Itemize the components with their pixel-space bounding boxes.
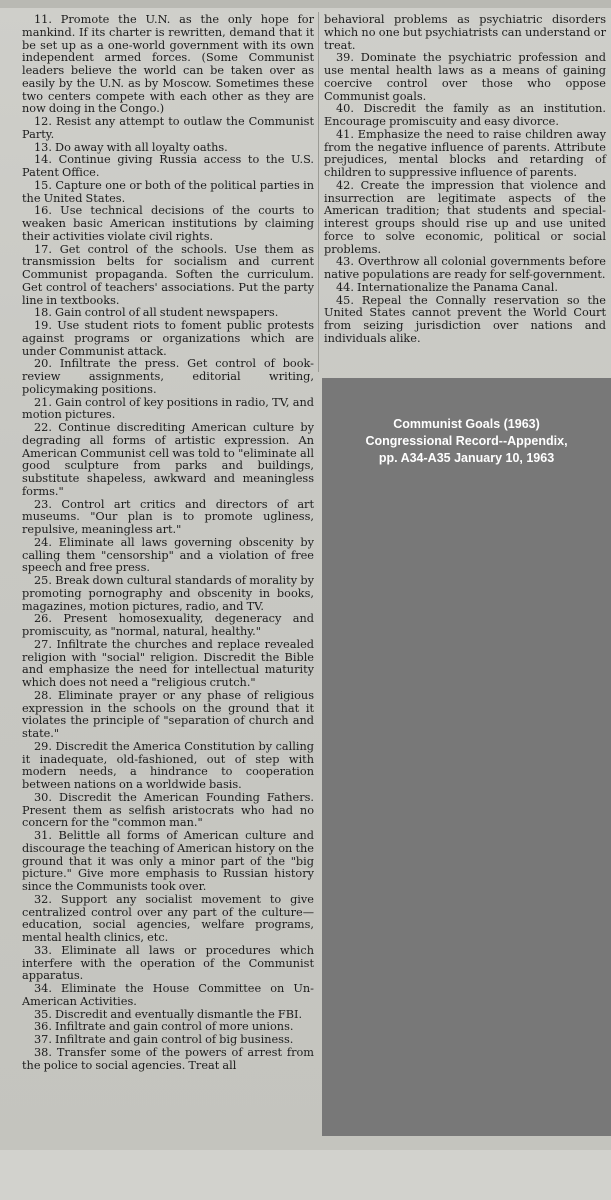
goal-paragraph: 11. Promote the U.N. as the only hope for mankind. If its charter is rewritten, demand that it be set up as a one-world government with its own independent armed forces. (Some Communist leaders believe the world can be taken over as easily by the U.N. as by Moscow. Sometimes these two centers compete with each other as they are now doing in the Congo.) — [22, 13, 314, 116]
goal-paragraph: 17. Get control of the schools. Use them as transmission belts for socialism and current Communist propaganda. Soften the curriculum. Get control of teachers' associations. Put the party line in textbooks. — [22, 242, 314, 307]
caption-text — [322, 416, 611, 467]
goal-paragraph: 39. Dominate the psychiatric profession and use mental health laws as a means of gaining coercive control over those who oppose Communist goals. — [324, 51, 606, 103]
cropped-header-strip — [0, 0, 611, 8]
goal-paragraph: 44. Internationalize the Panama Canal. — [336, 280, 558, 294]
goal-paragraph: 43. Overthrow all colonial governments before native populations are ready for self-government. — [324, 255, 606, 281]
goal-paragraph: 21. Gain control of key positions in radio, TV, and motion pictures. — [22, 395, 314, 422]
goal-paragraph: 18. Gain control of all student newspapers. — [34, 306, 279, 320]
goal-paragraph: 15. Capture one or both of the political parties in the United States. — [22, 178, 314, 205]
goal-paragraph: 22. Continue discrediting American culture by degrading all forms of artistic expression. An American Communist cell was told to "eliminate all good sculpture from parks and buildings, substitute shapeless, awkward and meaningless forms." — [22, 421, 314, 498]
left-text-column — [22, 14, 314, 1072]
goal-paragraph: 16. Use technical decisions of the courts to weaken basic American institutions by claiming their activities violate civil rights. — [22, 204, 314, 243]
goal-paragraph: 23. Control art critics and directors of art museums. "Our plan is to promote ugliness, repulsive, meaningless art." — [22, 497, 314, 536]
goal-paragraph: 26. Present homosexuality, degeneracy and promiscuity, as "normal, natural, healthy." — [22, 612, 314, 638]
goal-paragraph: 19. Use student riots to foment public protests against programs or organizations which are under Communist attack. — [22, 319, 314, 358]
goal-paragraph: 41. Emphasize the need to raise children away from the negative influence of parents. Attribute prejudices, mental blocks and retarding of children to suppressive influence of parents. — [324, 127, 606, 179]
goal-paragraph: 29. Discredit the America Constitution by calling it inadequate, old-fashioned, out of step with modern needs, a hindrance to cooperation between nations on a worldwide basis. — [22, 739, 314, 791]
bottom-margin — [0, 1150, 611, 1200]
goal-paragraph: 12. Resist any attempt to outlaw the Communist Party. — [22, 115, 314, 141]
goal-paragraph: 24. Eliminate all laws governing obscenity by calling them "censorship" and a violation of free speech and free press. — [22, 535, 314, 575]
goal-paragraph: 30. Discredit the American Founding Fathers. Present them as selfish aristocrats who had no concern for the "common man." — [22, 790, 314, 830]
goal-paragraph: 32. Support any socialist movement to give centralized control over any part of the culture—education, social agencies, welfare programs, mental health clinics, etc. — [22, 892, 314, 944]
goal-paragraph: 14. Continue giving Russia access to the U.S. Patent Office. — [22, 153, 314, 179]
goal-paragraph: 40. Discredit the family as an institution. Encourage promiscuity and easy divorce. — [324, 102, 606, 128]
goal-paragraph: 20. Infiltrate the press. Get control of book-review assignments, editorial writing, policymaking positions. — [22, 357, 314, 396]
goal-paragraph: 27. Infiltrate the churches and replace revealed religion with "social" religion. Discredit the Bible and emphasize the need for intellectual maturity which does not need a "religious crutch." — [22, 637, 314, 689]
goal-paragraph: 25. Break down cultural standards of morality by promoting pornography and obscenity in books, magazines, motion pictures, radio, and TV. — [22, 574, 314, 613]
caption-title: Communist Goals (1963) — [393, 417, 540, 431]
continued-paragraph: behavioral problems as psychiatric disorders which no one but psychiatrists can understand or treat. — [324, 13, 606, 52]
caption-source: Congressional Record--Appendix, — [365, 434, 568, 448]
goal-paragraph: 28. Eliminate prayer or any phase of religious expression in the schools on the ground that it violates the principle of "separation of church and state." — [22, 688, 314, 740]
goal-paragraph: 13. Do away with all loyalty oaths. — [34, 140, 228, 154]
goal-paragraph: 36. Infiltrate and gain control of more unions. — [34, 1020, 294, 1034]
column-divider — [318, 12, 319, 372]
goal-paragraph: 37. Infiltrate and gain control of big business. — [34, 1033, 294, 1046]
goal-paragraph: 42. Create the impression that violence and insurrection are legitimate aspects of the American tradition; that students and special-interest groups should rise up and use united force to solve economic, political or social problems. — [324, 178, 606, 256]
right-text-column — [324, 14, 606, 346]
goal-paragraph: 33. Eliminate all laws or procedures which interfere with the operation of the Communist apparatus. — [22, 943, 314, 983]
caption-citation: pp. A34-A35 January 10, 1963 — [378, 451, 555, 465]
goal-paragraph: 45. Repeal the Connally reservation so the United States cannot prevent the World Court from seizing jurisdiction over nations and individuals alike. — [324, 293, 606, 345]
goal-paragraph: 34. Eliminate the House Committee on Un-American Activities. — [22, 982, 314, 1008]
goal-paragraph: 31. Belittle all forms of American culture and discourage the teaching of American history on the ground that it was only a minor part of the "big picture." Give more emphasis to Russian history since the Communists took over. — [22, 829, 314, 893]
goal-paragraph: 35. Discredit and eventually dismantle the FBI. — [34, 1007, 303, 1021]
goal-paragraph: 38. Transfer some of the powers of arrest from the police to social agencies. Treat all — [22, 1045, 314, 1072]
caption-box — [322, 378, 611, 1136]
